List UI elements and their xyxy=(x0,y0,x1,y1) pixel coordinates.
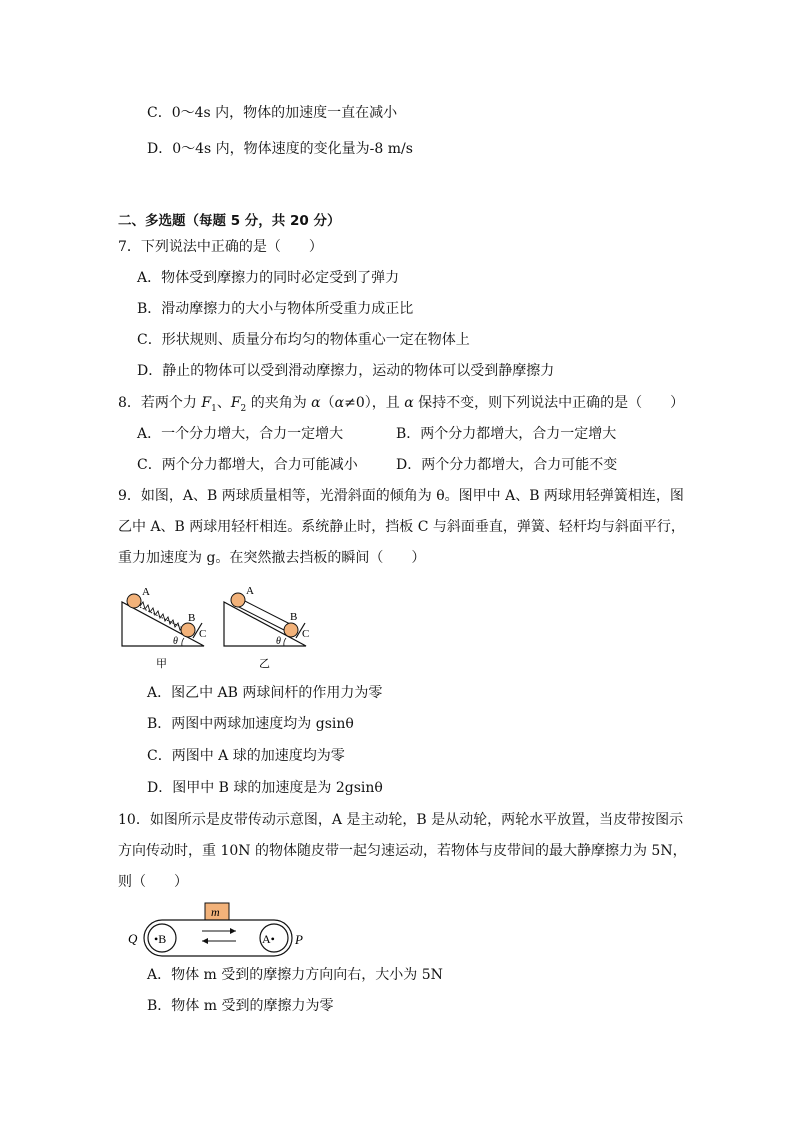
arrow-right-icon xyxy=(202,928,236,934)
label-a-right: A xyxy=(246,585,254,597)
label-p: P xyxy=(295,932,303,947)
section-header: 二、多选题（每题 5 分，共 20 分） xyxy=(118,213,341,229)
label-a: A• xyxy=(262,932,275,946)
label-b: •B xyxy=(154,932,167,946)
spring-left xyxy=(140,607,185,629)
q10-option-a: A．物体 m 受到的摩擦力方向向右，大小为 5N xyxy=(147,967,443,983)
q8-option-c: C．两个分力都增大，合力可能减小 xyxy=(137,457,358,473)
caption-right: 乙 xyxy=(259,658,270,670)
label-b-left: B xyxy=(188,612,196,624)
arrow-left-icon xyxy=(202,938,236,944)
q9-line3: 重力加速度为 g。在突然撤去挡板的瞬间（ ） xyxy=(118,550,426,566)
label-c-left: C xyxy=(199,628,207,640)
q9-option-c: C．两图中 A 球的加速度均为零 xyxy=(147,748,345,764)
label-c-right: C xyxy=(302,628,310,640)
q10-figure xyxy=(124,900,314,958)
q7-option-b: B．滑动摩擦力的大小与物体所受重力成正比 xyxy=(137,301,414,317)
label-m: m xyxy=(211,905,220,919)
q10-line2: 方向传动时，重 10N 的物体随皮带一起匀速运动，若物体与皮带间的最大静摩擦力为 5N， xyxy=(118,843,687,859)
q9-line2: 乙中 A、B 两球用轻杆相连。系统静止时，挡板 C 与斜面垂直，弹簧、轻杆均与斜面平行， xyxy=(118,519,685,535)
q7-option-c: C．形状规则、质量分布均匀的物体重心一定在物体上 xyxy=(137,332,470,348)
q8-option-d: D．两个分力都增大，合力可能不变 xyxy=(396,457,618,473)
angle-arc-right xyxy=(284,638,286,646)
q7-option-d: D．静止的物体可以受到滑动摩擦力，运动的物体可以受到静摩擦力 xyxy=(137,363,555,379)
label-b-right: B xyxy=(290,611,298,623)
q8-option-b: B．两个分力都增大，合力一定增大 xyxy=(396,426,617,442)
angle-arc-left xyxy=(182,638,184,646)
q9-option-b: B．两图中两球加速度均为 gsinθ xyxy=(147,716,354,732)
prev-option-d: D．0～4s 内，物体速度的变化量为-8 m/s xyxy=(147,141,413,157)
label-a-left: A xyxy=(142,586,150,598)
q9-option-a: A．图乙中 AB 两球间杆的作用力为零 xyxy=(147,685,383,701)
q7-stem: 7．下列说法中正确的是（ ） xyxy=(118,239,323,255)
ball-b-left xyxy=(181,623,195,637)
q9-figure xyxy=(112,580,322,672)
q10-line3: 则（ ） xyxy=(118,874,188,890)
prev-option-c: C．0～4s 内，物体的加速度一直在减小 xyxy=(147,105,398,121)
label-theta-right: θ xyxy=(276,636,281,647)
label-q: Q xyxy=(128,931,138,946)
caption-left: 甲 xyxy=(156,658,167,670)
label-theta-left: θ xyxy=(173,636,178,647)
q7-option-a: A．物体受到摩擦力的同时必定受到了弹力 xyxy=(137,270,400,286)
q10-option-b: B．物体 m 受到的摩擦力为零 xyxy=(147,998,334,1014)
q9-line1: 9．如图，A、B 两球质量相等，光滑斜面的倾角为 θ。图甲中 A、B 两球用轻弹簧相连，图 xyxy=(118,488,684,504)
ball-a-left xyxy=(127,594,141,608)
q9-option-d: D．图甲中 B 球的加速度是为 2gsinθ xyxy=(147,780,383,796)
q8-stem: 8．若两个力 $F_1$、$F_2$ 的夹角为 α（α≠0），且 α 保持不变，则下列说法中正确的是（ ） xyxy=(118,395,685,414)
q10-line1: 10．如图所示是皮带传动示意图，A 是主动轮，B 是从动轮，两轮水平放置，当皮带按图示 xyxy=(118,812,684,828)
ball-b-right xyxy=(284,623,298,637)
q8-option-a: A．一个分力增大，合力一定增大 xyxy=(137,426,344,442)
ball-a-right xyxy=(231,593,245,607)
